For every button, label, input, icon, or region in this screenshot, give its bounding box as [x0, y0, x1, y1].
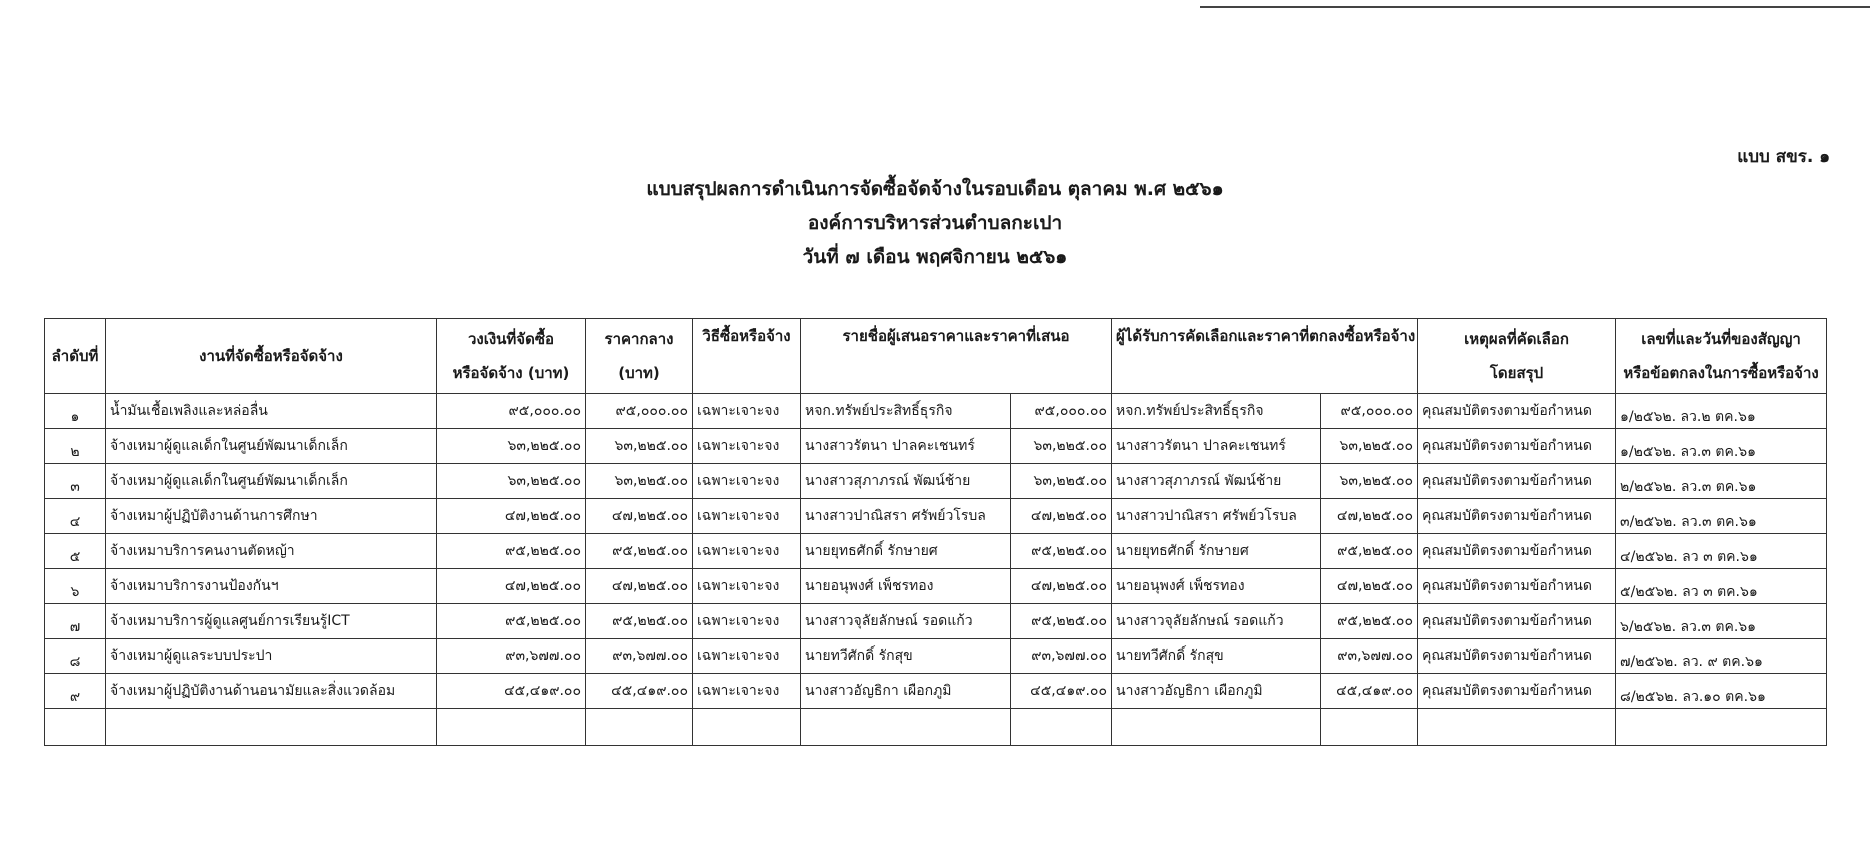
cell-item: จ้างเหมาผู้ดูแลระบบประปา — [106, 639, 437, 674]
cell-reason: คุณสมบัติตรงตามข้อกำหนด — [1418, 429, 1616, 464]
cell-bidder-name: นายอนุพงศ์ เพ็ชรทอง — [801, 569, 1011, 604]
cell-contract: ๘/๒๕๖๒. ลว.๑๐ ตค.๖๑ — [1616, 674, 1827, 709]
table-row — [45, 674, 1827, 709]
cell-median-price: ๙๕,๒๒๕.๐๐ — [586, 534, 693, 569]
cell-budget: ๙๕,๒๒๕.๐๐ — [437, 534, 586, 569]
cell-winner-name: นางสาวจุลัยลักษณ์ รอดแก้ว — [1112, 604, 1321, 639]
document-title-block — [0, 172, 1870, 274]
cell-winner-name: นางสาวรัตนา ปาลคะเชนทร์ — [1112, 429, 1321, 464]
cell-item: จ้างเหมาบริการผู้ดูแลศูนย์การเรียนรู้ICT — [106, 604, 437, 639]
cell-median-price: ๙๕,๒๒๕.๐๐ — [586, 604, 693, 639]
cell-bidder-price: ๙๓,๖๗๗.๐๐ — [1011, 639, 1112, 674]
empty-cell — [801, 709, 1011, 746]
header-seq: ลำดับที่ — [45, 319, 106, 394]
cell-bidder-price: ๖๓,๒๒๕.๐๐ — [1011, 429, 1112, 464]
empty-cell — [1418, 709, 1616, 746]
cell-bidder-price: ๔๗,๒๒๕.๐๐ — [1011, 499, 1112, 534]
cell-winner-price: ๖๓,๒๒๕.๐๐ — [1321, 464, 1418, 499]
cell-method: เฉพาะเจาะจง — [693, 464, 801, 499]
empty-cell — [437, 709, 586, 746]
cell-bidder-name: หจก.ทรัพย์ประสิทธิ์ธุรกิจ — [801, 394, 1011, 429]
cell-bidder-price: ๔๗,๒๒๕.๐๐ — [1011, 569, 1112, 604]
cell-budget: ๙๕,๒๒๕.๐๐ — [437, 604, 586, 639]
header-budget: วงเงินที่จัดซื้อ หรือจัดจ้าง (บาท) — [437, 319, 586, 394]
cell-winner-name: นายทวีศักดิ์ รักสุข — [1112, 639, 1321, 674]
organization-name: องค์การบริหารส่วนตำบลกะเปา — [807, 212, 1063, 234]
empty-cell — [1011, 709, 1112, 746]
table-header-row — [45, 319, 1827, 394]
header-winner: ผู้ได้รับการคัดเลือกและราคาที่ตกลงซื้อหรือจ้าง — [1112, 319, 1418, 394]
cell-bidder-price: ๙๕,๒๒๕.๐๐ — [1011, 534, 1112, 569]
cell-reason: คุณสมบัติตรงตามข้อกำหนด — [1418, 464, 1616, 499]
table-row — [45, 534, 1827, 569]
table-row — [45, 499, 1827, 534]
cell-median-price: ๙๓,๖๗๗.๐๐ — [586, 639, 693, 674]
cell-item: จ้างเหมาบริการคนงานตัดหญ้า — [106, 534, 437, 569]
table-row — [45, 394, 1827, 429]
cell-median-price: ๖๓,๒๒๕.๐๐ — [586, 429, 693, 464]
cell-bidder-price: ๖๓,๒๒๕.๐๐ — [1011, 464, 1112, 499]
cell-reason: คุณสมบัติตรงตามข้อกำหนด — [1418, 569, 1616, 604]
cell-method: เฉพาะเจาะจง — [693, 604, 801, 639]
cell-winner-price: ๔๗,๒๒๕.๐๐ — [1321, 569, 1418, 604]
header-method: วิธีซื้อหรือจ้าง — [693, 319, 801, 394]
table-row — [45, 429, 1827, 464]
cell-method: เฉพาะเจาะจง — [693, 499, 801, 534]
cell-seq: ๕ — [45, 534, 106, 569]
cell-reason: คุณสมบัติตรงตามข้อกำหนด — [1418, 499, 1616, 534]
cell-item: จ้างเหมาผู้ปฏิบัติงานด้านการศึกษา — [106, 499, 437, 534]
cell-item: จ้างเหมาผู้ปฏิบัติงานด้านอนามัยและสิ่งแวดล้อม — [106, 674, 437, 709]
cell-budget: ๖๓,๒๒๕.๐๐ — [437, 464, 586, 499]
cell-budget: ๔๗,๒๒๕.๐๐ — [437, 499, 586, 534]
table-row — [45, 604, 1827, 639]
cell-seq: ๘ — [45, 639, 106, 674]
cell-method: เฉพาะเจาะจง — [693, 639, 801, 674]
cell-item: จ้างเหมาผู้ดูแลเด็กในศูนย์พัฒนาเด็กเล็ก — [106, 429, 437, 464]
cell-seq: ๓ — [45, 464, 106, 499]
header-item: งานที่จัดซื้อหรือจัดจ้าง — [106, 319, 437, 394]
cell-bidder-name: นางสาวสุภาภรณ์ พัฒน์ช้าย — [801, 464, 1011, 499]
cell-seq: ๔ — [45, 499, 106, 534]
cell-bidder-price: ๙๕,๐๐๐.๐๐ — [1011, 394, 1112, 429]
cell-median-price: ๔๗,๒๒๕.๐๐ — [586, 569, 693, 604]
cell-winner-name: นางสาวปาณิสรา ศรัพย์วโรบล — [1112, 499, 1321, 534]
cell-winner-price: ๙๕,๒๒๕.๐๐ — [1321, 604, 1418, 639]
cell-method: เฉพาะเจาะจง — [693, 674, 801, 709]
cell-bidder-price: ๔๕,๔๑๙.๐๐ — [1011, 674, 1112, 709]
procurement-summary-table — [44, 318, 1827, 746]
header-bidders: รายชื่อผู้เสนอราคาและราคาที่เสนอ — [801, 319, 1112, 394]
cell-item: จ้างเหมาผู้ดูแลเด็กในศูนย์พัฒนาเด็กเล็ก — [106, 464, 437, 499]
cell-median-price: ๖๓,๒๒๕.๐๐ — [586, 464, 693, 499]
cell-contract: ๑/๒๕๖๒. ลว.๒ ตค.๖๑ — [1616, 394, 1827, 429]
cell-reason: คุณสมบัติตรงตามข้อกำหนด — [1418, 534, 1616, 569]
cell-winner-price: ๖๓,๒๒๕.๐๐ — [1321, 429, 1418, 464]
cell-bidder-name: นายยุทธศักดิ์ รักษายศ — [801, 534, 1011, 569]
cell-contract: ๒/๒๕๖๒. ลว.๓ ตค.๖๑ — [1616, 464, 1827, 499]
cell-winner-name: นายอนุพงศ์ เพ็ชรทอง — [1112, 569, 1321, 604]
cell-winner-price: ๙๕,๒๒๕.๐๐ — [1321, 534, 1418, 569]
cell-median-price: ๙๕,๐๐๐.๐๐ — [586, 394, 693, 429]
cell-contract: ๓/๒๕๖๒. ลว.๓ ตค.๖๑ — [1616, 499, 1827, 534]
cell-winner-price: ๙๓,๖๗๗.๐๐ — [1321, 639, 1418, 674]
table-row — [45, 569, 1827, 604]
cell-bidder-name: นางสาวจุลัยลักษณ์ รอดแก้ว — [801, 604, 1011, 639]
cell-contract: ๕/๒๕๖๒. ลว ๓ ตค.๖๑ — [1616, 569, 1827, 604]
cell-item: น้ำมันเชื้อเพลิงและหล่อลื่น — [106, 394, 437, 429]
cell-method: เฉพาะเจาะจง — [693, 534, 801, 569]
cell-method: เฉพาะเจาะจง — [693, 569, 801, 604]
cell-winner-price: ๙๕,๐๐๐.๐๐ — [1321, 394, 1418, 429]
cell-seq: ๑ — [45, 394, 106, 429]
cell-budget: ๙๕,๐๐๐.๐๐ — [437, 394, 586, 429]
cell-budget: ๔๕,๔๑๙.๐๐ — [437, 674, 586, 709]
cell-seq: ๙ — [45, 674, 106, 709]
empty-cell — [693, 709, 801, 746]
header-median-price: ราคากลาง (บาท) — [586, 319, 693, 394]
cell-reason: คุณสมบัติตรงตามข้อกำหนด — [1418, 604, 1616, 639]
cell-bidder-name: นายทวีศักดิ์ รักสุข — [801, 639, 1011, 674]
cell-reason: คุณสมบัติตรงตามข้อกำหนด — [1418, 394, 1616, 429]
cell-contract: ๑/๒๕๖๒. ลว.๓ ตค.๖๑ — [1616, 429, 1827, 464]
cell-item: จ้างเหมาบริการงานป้องกันฯ — [106, 569, 437, 604]
cell-method: เฉพาะเจาะจง — [693, 394, 801, 429]
cell-reason: คุณสมบัติตรงตามข้อกำหนด — [1418, 674, 1616, 709]
cell-seq: ๖ — [45, 569, 106, 604]
table-row — [45, 464, 1827, 499]
empty-cell — [1616, 709, 1827, 746]
cell-winner-name: นางสาวอัญธิกา เผือกภูมิ — [1112, 674, 1321, 709]
cell-bidder-name: นางสาวปาณิสรา ศรัพย์วโรบล — [801, 499, 1011, 534]
header-reason: เหตุผลที่คัดเลือก โดยสรุป — [1418, 319, 1616, 394]
cell-budget: ๔๗,๒๒๕.๐๐ — [437, 569, 586, 604]
cell-bidder-name: นางสาวอัญธิกา เผือกภูมิ — [801, 674, 1011, 709]
table-row — [45, 639, 1827, 674]
empty-cell — [1321, 709, 1418, 746]
cell-method: เฉพาะเจาะจง — [693, 429, 801, 464]
cell-budget: ๙๓,๖๗๗.๐๐ — [437, 639, 586, 674]
empty-cell — [586, 709, 693, 746]
cell-seq: ๒ — [45, 429, 106, 464]
top-border-line — [1200, 6, 1870, 8]
form-code: แบบ สขร. ๑ — [1737, 147, 1830, 167]
empty-table-row — [45, 709, 1827, 746]
empty-cell — [1112, 709, 1321, 746]
cell-seq: ๗ — [45, 604, 106, 639]
cell-reason: คุณสมบัติตรงตามข้อกำหนด — [1418, 639, 1616, 674]
document-date: วันที่ ๗ เดือน พฤศจิกายน ๒๕๖๑ — [802, 246, 1068, 268]
header-contract: เลขที่และวันที่ของสัญญา หรือข้อตกลงในการซื้อหรือจ้าง — [1616, 319, 1827, 394]
document-title: แบบสรุปผลการดำเนินการจัดซื้อจัดจ้างในรอบเดือน ตุลาคม พ.ศ ๒๕๖๑ — [646, 178, 1224, 200]
cell-contract: ๔/๒๕๖๒. ลว ๓ ตค.๖๑ — [1616, 534, 1827, 569]
cell-median-price: ๔๗,๒๒๕.๐๐ — [586, 499, 693, 534]
cell-contract: ๗/๒๕๖๒. ลว. ๙ ตค.๖๑ — [1616, 639, 1827, 674]
cell-contract: ๖/๒๕๖๒. ลว.๓ ตค.๖๑ — [1616, 604, 1827, 639]
cell-winner-name: นางสาวสุภาภรณ์ พัฒน์ช้าย — [1112, 464, 1321, 499]
cell-bidder-name: นางสาวรัตนา ปาลคะเชนทร์ — [801, 429, 1011, 464]
cell-budget: ๖๓,๒๒๕.๐๐ — [437, 429, 586, 464]
cell-winner-price: ๔๕,๔๑๙.๐๐ — [1321, 674, 1418, 709]
cell-winner-name: นายยุทธศักดิ์ รักษายศ — [1112, 534, 1321, 569]
cell-winner-price: ๔๗,๒๒๕.๐๐ — [1321, 499, 1418, 534]
cell-bidder-price: ๙๕,๒๒๕.๐๐ — [1011, 604, 1112, 639]
empty-cell — [45, 709, 106, 746]
cell-median-price: ๔๕,๔๑๙.๐๐ — [586, 674, 693, 709]
empty-cell — [106, 709, 437, 746]
cell-winner-name: หจก.ทรัพย์ประสิทธิ์ธุรกิจ — [1112, 394, 1321, 429]
